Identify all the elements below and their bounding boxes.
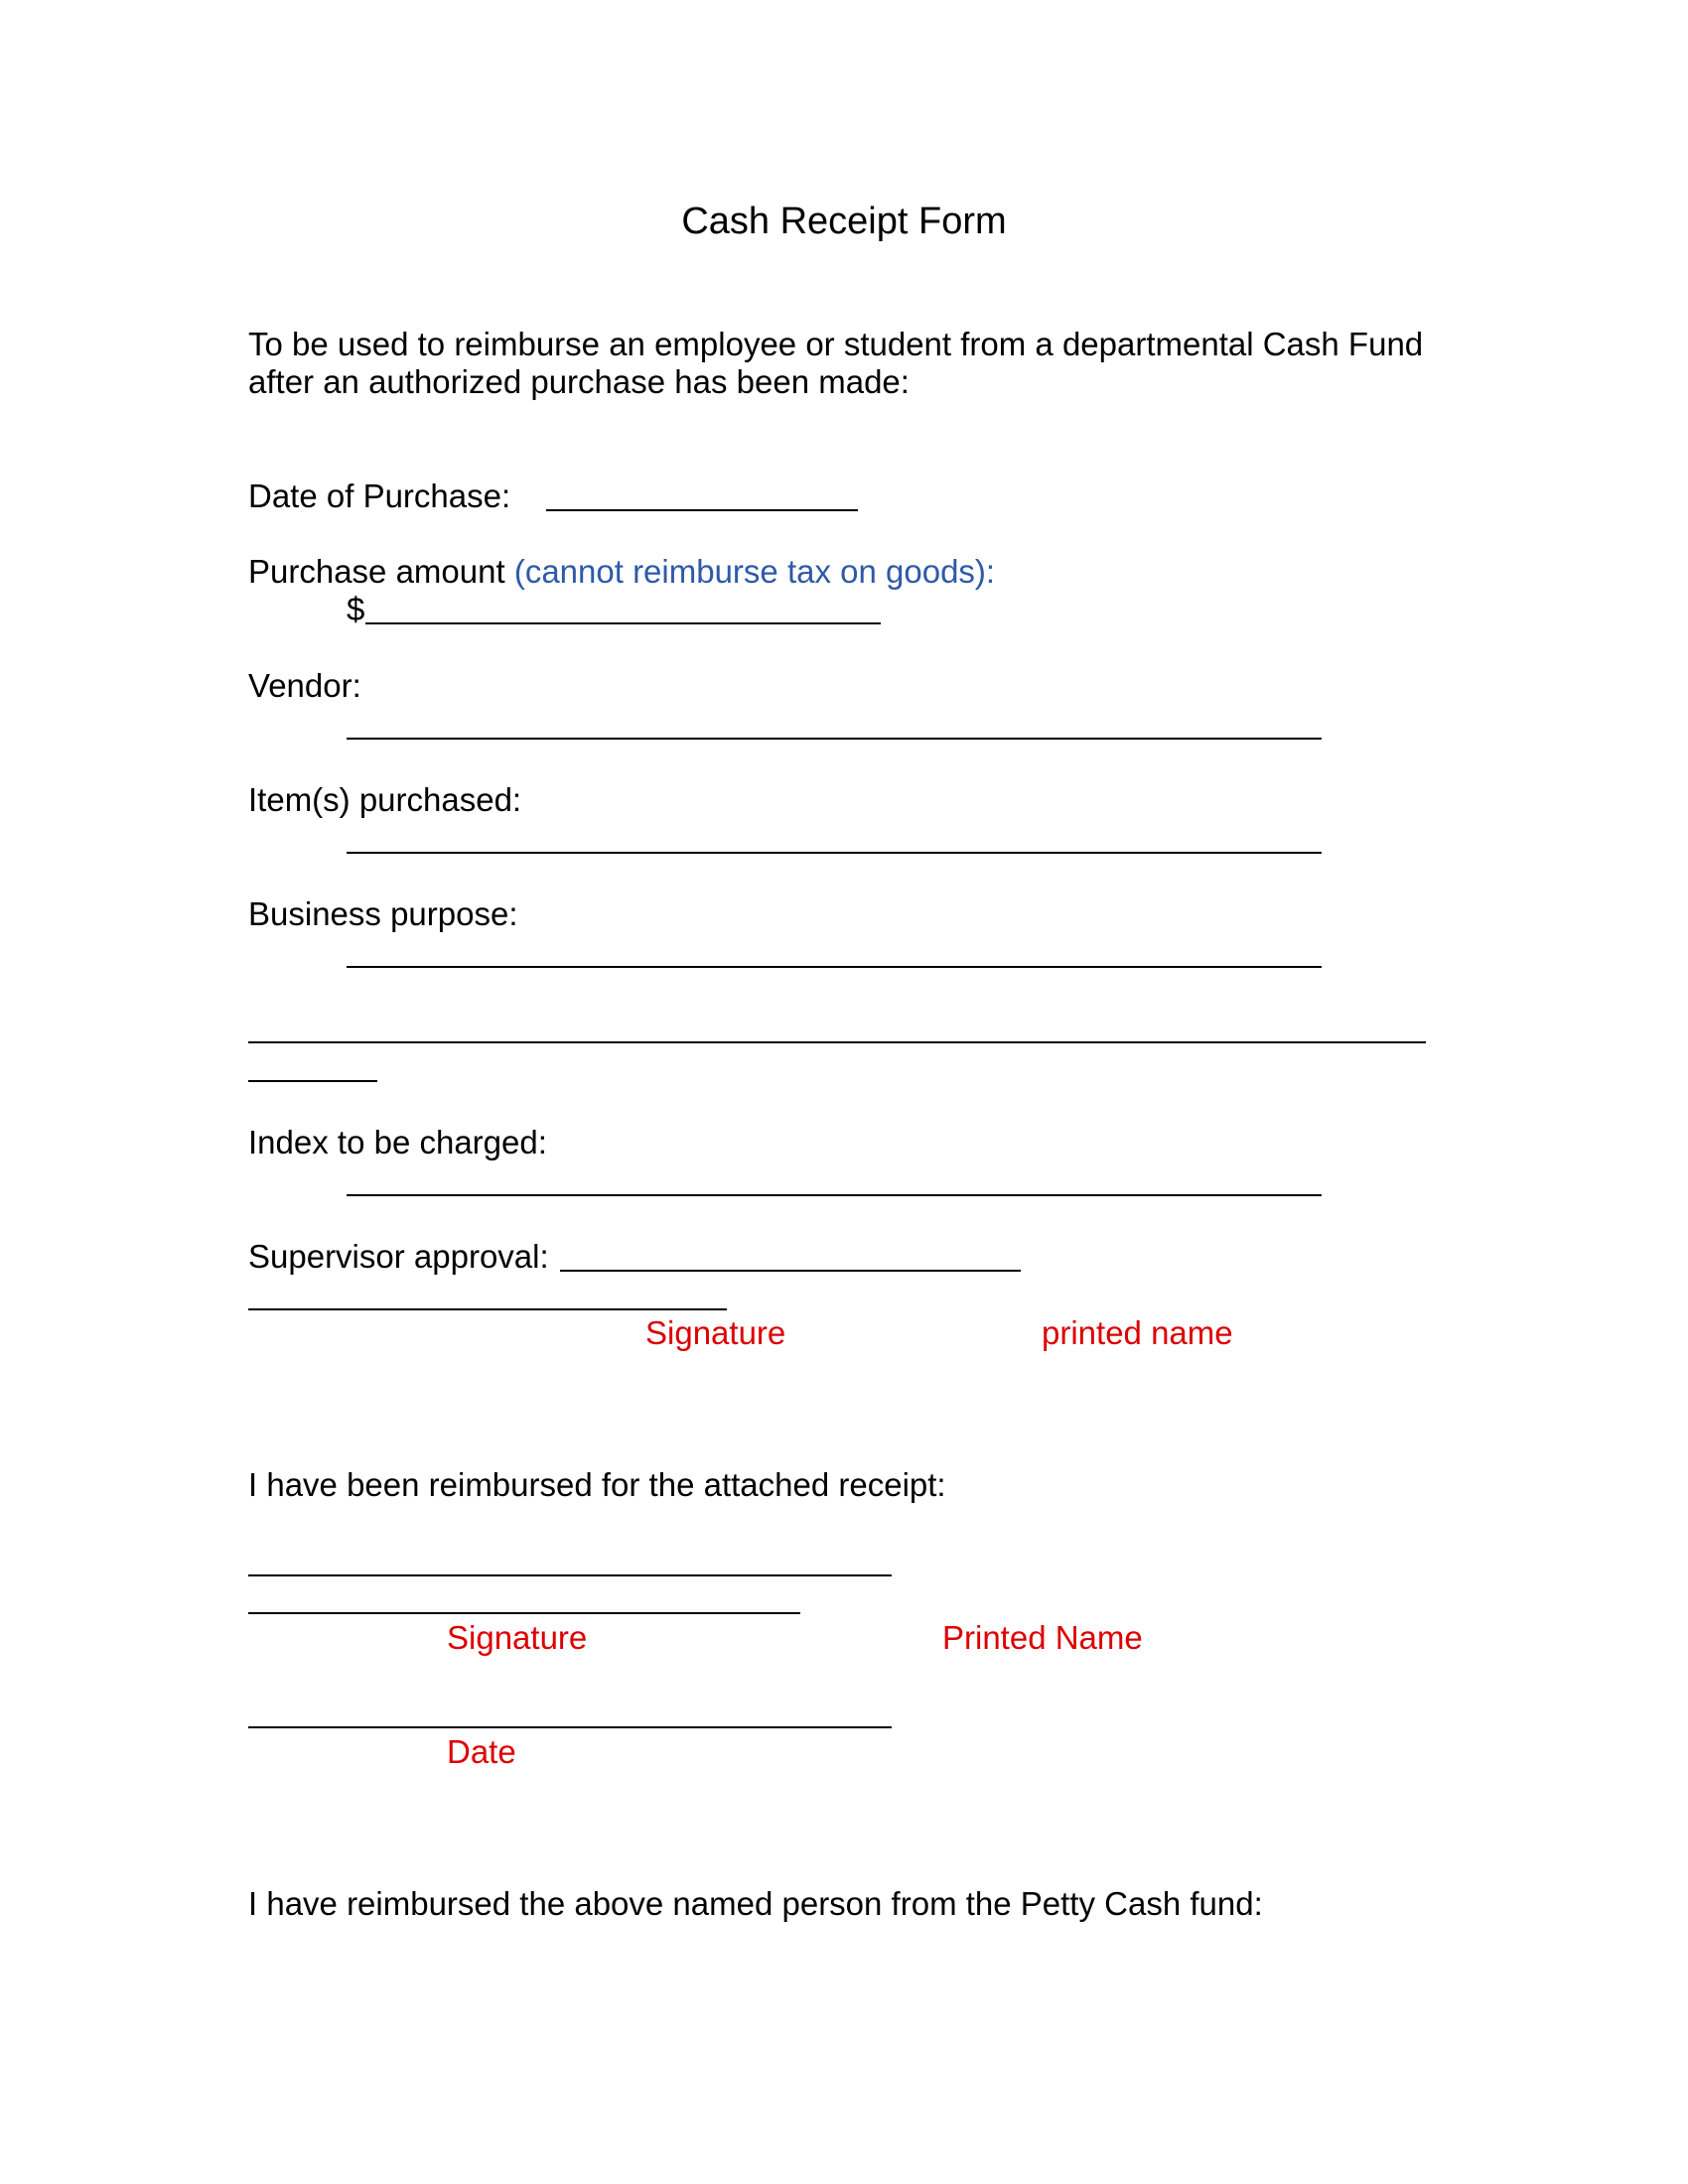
- reimbursed-statement: I have been reimbursed for the attached receipt:: [248, 1466, 946, 1503]
- intro-line-2: after an authorized purchase has been made:: [248, 363, 910, 400]
- index-to-be-charged-label: Index to be charged:: [248, 1124, 547, 1160]
- items-purchased-label: Item(s) purchased:: [248, 781, 522, 818]
- purchase-amount-note: (cannot reimburse tax on goods):: [513, 553, 996, 590]
- business-purpose-label: Business purpose:: [248, 895, 518, 932]
- items-purchased-field[interactable]: [347, 852, 1322, 854]
- reimbursed-signature-caption: Signature: [447, 1619, 588, 1656]
- petty-cash-statement: I have reimbursed the above named person from the Petty Cash fund:: [248, 1885, 1263, 1922]
- date-of-purchase-field[interactable]: [546, 509, 858, 511]
- business-purpose-field[interactable]: [347, 966, 1322, 968]
- purchase-amount-field[interactable]: [365, 622, 881, 624]
- supervisor-signature-field[interactable]: [560, 1270, 1021, 1272]
- index-to-be-charged-field[interactable]: [347, 1194, 1322, 1196]
- business-purpose-extra-line-wrap[interactable]: [248, 1080, 377, 1082]
- supervisor-signature-caption: Signature: [645, 1314, 786, 1351]
- reimbursed-date-field[interactable]: [248, 1726, 892, 1728]
- dollar-sign: $: [347, 591, 365, 627]
- purchase-amount-label-text: Purchase amount: [248, 553, 505, 590]
- date-of-purchase-label: Date of Purchase:: [248, 478, 511, 514]
- business-purpose-extra-line[interactable]: [248, 1041, 1426, 1043]
- supervisor-printed-name-caption: printed name: [1042, 1314, 1233, 1351]
- reimbursed-printed-name-field[interactable]: [248, 1612, 800, 1614]
- form-title: Cash Receipt Form: [681, 201, 1007, 242]
- purchase-amount-label: [248, 555, 995, 588]
- reimbursed-printed-name-caption: Printed Name: [942, 1619, 1143, 1656]
- reimbursed-date-caption: Date: [447, 1733, 516, 1770]
- reimbursed-signature-field[interactable]: [248, 1574, 892, 1576]
- intro-line-1: To be used to reimburse an employee or student from a departmental Cash Fund: [248, 326, 1424, 362]
- supervisor-printed-name-field[interactable]: [248, 1308, 727, 1310]
- vendor-field[interactable]: [347, 738, 1322, 740]
- vendor-label: Vendor:: [248, 667, 361, 704]
- supervisor-approval-label: Supervisor approval:: [248, 1238, 549, 1275]
